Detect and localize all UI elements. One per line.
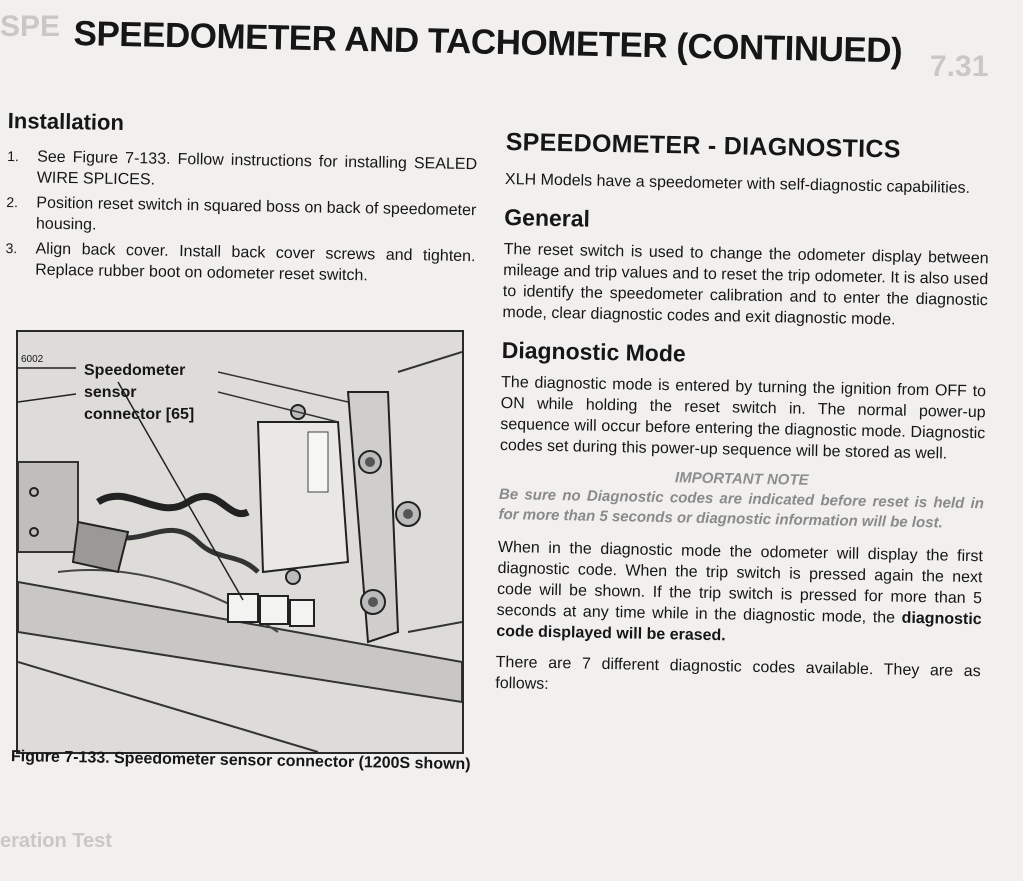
- figure-id: 6002: [21, 354, 44, 365]
- step-text: Position reset switch in squared boss on back of speedometer housing.: [35, 194, 477, 234]
- callout-line: connector [65]: [84, 406, 195, 423]
- callout-line: sensor: [84, 384, 137, 401]
- installation-heading: Installation: [7, 108, 125, 136]
- display-text-emphasis: diagnostic code displayed will be erased.: [496, 609, 982, 645]
- installation-section: [5, 108, 478, 292]
- diagnostics-heading: SPEEDOMETER - DIAGNOSTICS: [505, 128, 901, 164]
- page-title: SPEEDOMETER AND TACHOMETER (CONTINUED): [73, 14, 903, 71]
- installation-steps: [5, 146, 477, 288]
- bleed-through-title: SPE: [0, 10, 61, 43]
- general-heading: General: [504, 203, 591, 232]
- display-text-main: When in the diagnostic mode the odometer will display the first diagnostic code. When the trip switch is pressed again the next code will be shown. If the trip switch is pressed for more than 5 seconds at any time while in the diagnostic mode, the: [496, 538, 984, 627]
- important-note-text: Be sure no Diagnostic codes are indicated before reset is held in for more than 5 seconds or diagnostic information will be lost.: [498, 485, 985, 532]
- connector-callout: [84, 360, 194, 426]
- codes-text: There are 7 different diagnostic codes available. They are as follows:: [495, 653, 981, 693]
- figure-7-133: [16, 330, 464, 754]
- important-note-heading: IMPORTANT NOTE: [674, 469, 809, 489]
- step-text: Align back cover. Install back cover screws and tighten. Replace rubber boot on odometer reset switch.: [35, 240, 476, 285]
- display-text: [496, 537, 983, 651]
- bleed-through-page-number: 7.31: [930, 50, 989, 83]
- callout-line: Speedometer: [84, 362, 186, 379]
- installation-step: [5, 238, 476, 288]
- figure-caption: Figure 7-133. Speedometer sensor connector (1200S shown): [10, 748, 471, 774]
- step-text: See Figure 7-133. Follow instructions for installing SEALED WIRE SPLICES.: [36, 148, 478, 189]
- step-number: 2.: [6, 193, 19, 211]
- diagnostic-mode-heading: Diagnostic Mode: [501, 336, 686, 367]
- step-number: 1.: [7, 147, 19, 165]
- installation-step: [6, 192, 477, 242]
- diagnostic-mode-text: The diagnostic mode is entered by turning the ignition from OFF to ON while holding the reset switch in. The normal power-up sequence will occur before entering the diagnostic mode. Diagnostic codes set during this power-up sequence will be stored as well.: [499, 373, 987, 463]
- diagnostics-intro: XLH Models have a speedometer with self-diagnostic capabilities.: [504, 170, 971, 197]
- general-text: The reset switch is used to change the odometer display between mileage and trip values and to reset the trip odometer. It is also used to identify the speedometer calibration and to enter the diagnostic mode, clear diagnostic codes and exit diagnostic mode.: [502, 240, 989, 329]
- step-number: 3.: [5, 239, 18, 257]
- bleed-through-footer: eration Test: [0, 830, 112, 852]
- installation-step: [7, 146, 478, 196]
- diagnostics-section: [495, 128, 991, 713]
